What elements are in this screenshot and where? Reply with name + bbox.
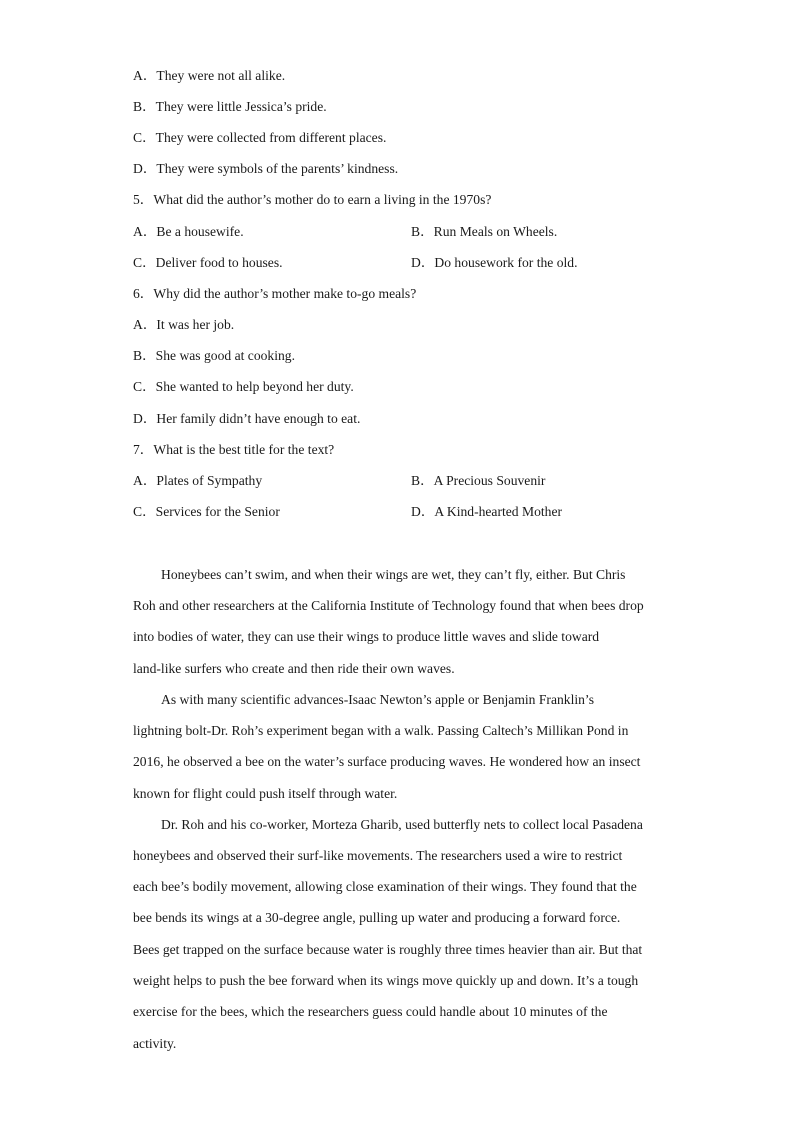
q5-stem: 5．What did the author’s mother do to earn a living in the 1970s? <box>133 192 492 207</box>
q7-option-d: D．A Kind-hearted Mother <box>411 504 563 519</box>
q6-option-b: B．She was good at cooking. <box>133 348 295 363</box>
q4-option-d: D．They were symbols of the parents’ kindness. <box>133 161 399 176</box>
passage-p2-line: lightning bolt-Dr. Roh’s experiment began with a walk. Passing Caltech’s Millikan Pond in <box>133 723 629 738</box>
q7-option-c: C．Services for the Senior <box>133 504 280 519</box>
q6-stem: 6．Why did the author’s mother make to-go meals? <box>133 286 417 301</box>
passage-p3-line: exercise for the bees, which the researchers guess could handle about 10 minutes of the <box>133 1004 608 1019</box>
passage-p1-line: into bodies of water, they can use their wings to produce little waves and slide toward <box>133 629 600 644</box>
passage-p3-line: honeybees and observed their surf-like movements. The researchers used a wire to restrict <box>133 848 623 863</box>
passage-p3-line: Dr. Roh and his co-worker, Morteza Gharib, used butterfly nets to collect local Pasadena <box>161 817 643 832</box>
passage-p3-line: Bees get trapped on the surface because water is roughly three times heavier than air. But that <box>133 942 643 957</box>
passage-p1-line: land-like surfers who create and then ride their own waves. <box>133 661 455 676</box>
q5-option-a: A．Be a housewife. <box>133 224 244 239</box>
q7-stem: 7．What is the best title for the text? <box>133 442 335 457</box>
passage-p1-line: Roh and other researchers at the California Institute of Technology found that when bees drop <box>133 598 644 613</box>
q5-option-d: D．Do housework for the old. <box>411 255 578 270</box>
q4-option-b: B．They were little Jessica’s pride. <box>133 99 327 114</box>
q6-option-d: D．Her family didn’t have enough to eat. <box>133 411 361 426</box>
q4-option-a: A．They were not all alike. <box>133 68 286 83</box>
passage-p1-line: Honeybees can’t swim, and when their wings are wet, they can’t fly, either. But Chris <box>161 567 626 582</box>
passage-p3-line: each bee’s bodily movement, allowing close examination of their wings. They found that the <box>133 879 637 894</box>
passage-p2-line: 2016, he observed a bee on the water’s surface producing waves. He wondered how an insect <box>133 754 641 769</box>
q6-option-a: A．It was her job. <box>133 317 235 332</box>
q7-option-b: B．A Precious Souvenir <box>411 473 546 488</box>
q7-option-a: A．Plates of Sympathy <box>133 473 263 488</box>
q5-option-b: B．Run Meals on Wheels. <box>411 224 558 239</box>
passage-p3-line: bee bends its wings at a 30-degree angle, pulling up water and producing a forward force. <box>133 910 621 925</box>
passage-p3-line: activity. <box>133 1036 177 1051</box>
passage-p3-line: weight helps to push the bee forward when its wings move quickly up and down. It’s a tough <box>133 973 639 988</box>
q5-option-c: C．Deliver food to houses. <box>133 255 283 270</box>
passage-p2-line: As with many scientific advances-Isaac Newton’s apple or Benjamin Franklin’s <box>161 692 594 707</box>
q4-option-c: C．They were collected from different places. <box>133 130 387 145</box>
q6-option-c: C．She wanted to help beyond her duty. <box>133 379 354 394</box>
passage-p2-line: known for flight could push itself through water. <box>133 786 398 801</box>
